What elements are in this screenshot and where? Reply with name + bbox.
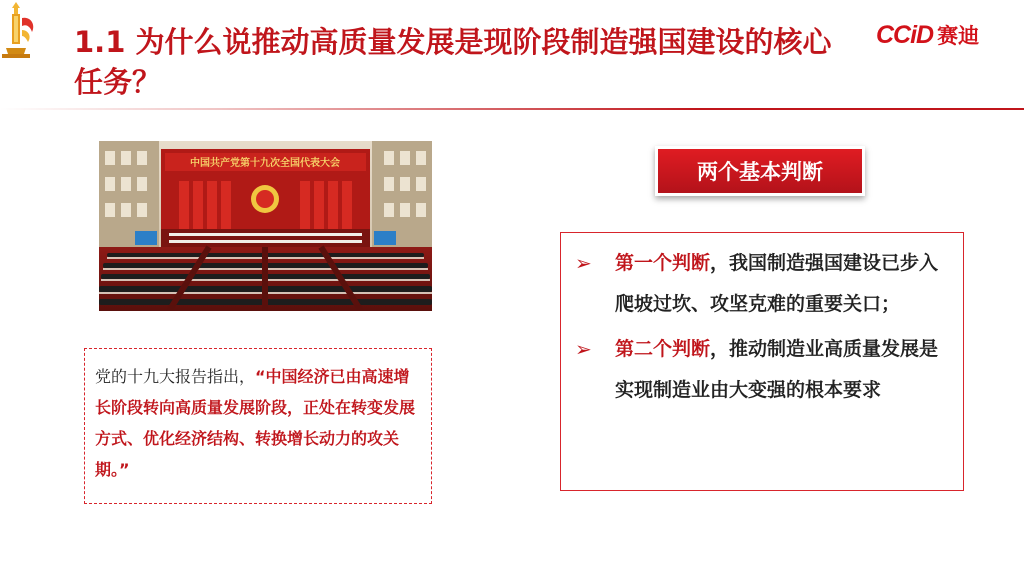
judgments-badge [655,146,865,196]
photo-banner-text: 中国共产党第十九次全国代表大会 [190,158,340,169]
title-divider [0,108,1024,110]
brand-logo-mark: CCiD [876,20,934,49]
judgment-body: ，推动制造业高质量发展是实现制造业由大变强的根本要求 [615,338,939,401]
quote-lead: 党的十九大报告指出， [95,367,256,386]
judgment-highlight: 第二个判断 [615,338,711,360]
judgment-body: ，我国制造强国建设已步入爬坡过坎、攻坚克难的重要关口； [615,252,939,315]
badge-label: 两个基本判断 [697,160,823,184]
page-title: 1.1 为什么说推动高质量发展是现阶段制造强国建设的核心任务？ [74,25,832,99]
quote-text [95,361,421,485]
quote-box [84,348,432,504]
quote-highlight: “中国经济已由高速增长阶段转向高质量发展阶段，正处在转变发展方式、优化经济结构、转换增长动力的攻关期。” [95,367,416,479]
judgment-item [573,243,945,325]
chevron-right-icon: ➢ [575,251,592,275]
chevron-right-icon: ➢ [575,337,592,361]
judgment-text [615,243,945,325]
judgment-text [615,329,945,411]
emblem-icon [0,0,46,64]
congress-photo [99,141,432,311]
brand-logo [876,20,979,50]
judgment-highlight: 第一个判断 [615,252,711,274]
judgments-box [560,232,964,491]
judgment-item [573,329,945,411]
brand-name: 赛迪 [937,24,980,48]
